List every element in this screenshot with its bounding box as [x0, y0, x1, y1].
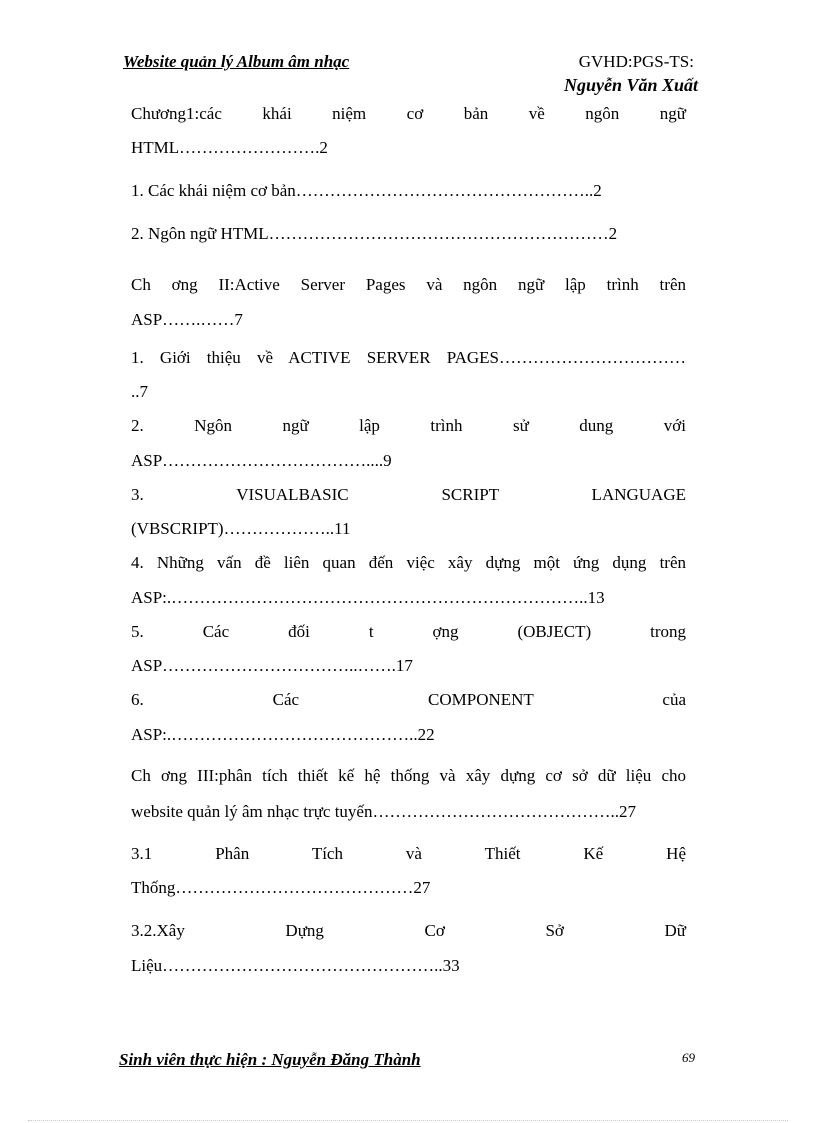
toc-entry-line: Ch ơng III:phân tích thiết kế hệ thống và xây dựng cơ sở dữ liệu cho: [131, 766, 686, 785]
toc-entry-line: 1. Các khái niệm cơ bản……………………………………………..2: [131, 181, 602, 200]
toc-entry-line: 5. Các đối t ợng (OBJECT) trong: [131, 622, 686, 641]
toc-entry-line: 6. Các COMPONENT của: [131, 690, 686, 709]
header-title: Website quản lý Album âm nhạc: [123, 52, 350, 71]
toc-entry-line: 2. Ngôn ngữ HTML……………………………………………………2: [131, 224, 618, 243]
toc-entry-line: 2. Ngôn ngữ lập trình sử dung với: [131, 416, 686, 435]
toc-entry-line: ASP:.………………………………………………………………..13: [131, 588, 605, 607]
toc-entry-line: ASP:.……………………………………..22: [131, 725, 435, 744]
toc-entry-line: Chương1:các khái niệm cơ bản về ngôn ngữ: [131, 104, 686, 123]
header-advisor-name: Nguyễn Văn Xuất: [563, 75, 698, 95]
toc-entry-line: Liệu…………………………………………..33: [131, 956, 460, 975]
toc-entry-line: ASP………………………………....9: [131, 451, 392, 470]
toc-entry-line: 1. Giới thiệu về ACTIVE SERVER PAGES……………………………: [131, 348, 686, 367]
toc-entry-line: 4. Những vấn đề liên quan đến việc xây dựng một ứng dụng trên: [131, 553, 686, 572]
toc-entry-line: HTML…………………….2: [131, 138, 328, 157]
toc-entry-line: ASP……………………………..…….17: [131, 656, 413, 675]
toc-entry-line: ..7: [131, 382, 148, 401]
toc-entry-line: 3.2.Xây Dựng Cơ Sở Dữ: [131, 921, 686, 940]
toc-entry-line: 3.1 Phân Tích và Thiết Kế Hệ: [131, 844, 686, 863]
toc-entry-line: Ch ơng II:Active Server Pages và ngôn ngữ lập trình trên: [131, 275, 686, 294]
toc-entry-line: website quản lý âm nhạc trực tuyến……………………………………..27: [131, 802, 636, 821]
toc-entry-line: (VBSCRIPT)………………..11: [131, 519, 351, 538]
header-advisor-label: GVHD:PGS-TS:: [578, 52, 694, 71]
footer-author: Sinh viên thực hiện : Nguyễn Đăng Thành: [119, 1050, 421, 1069]
page-number: 69: [682, 1050, 695, 1065]
bottom-divider: [28, 1120, 788, 1121]
toc-entry-line: ASP…….……7: [131, 310, 243, 329]
toc-entry-line: Thống……………………………………27: [131, 878, 431, 897]
toc-entry-line: 3. VISUALBASIC SCRIPT LANGUAGE: [131, 485, 686, 504]
